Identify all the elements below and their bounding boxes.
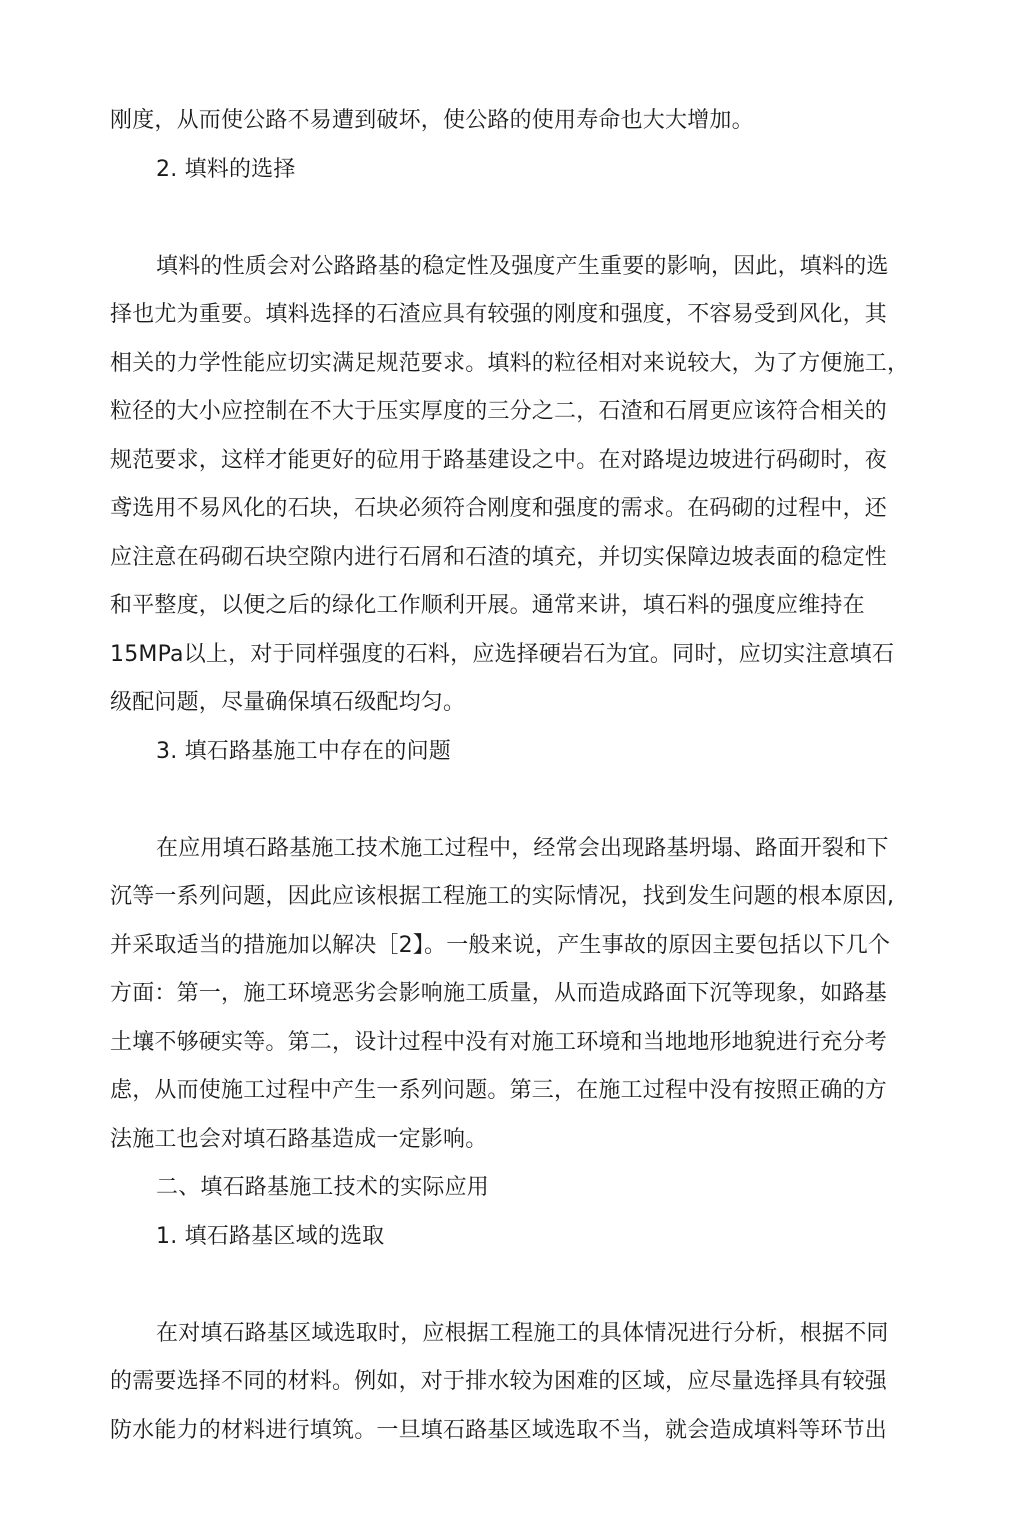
text-line: 规范要求，这样才能更好的砬用于路基建设之中。在对路堤边坡进行码砌时，夜 — [110, 447, 888, 473]
text-line: 并采取适当的措施加以解决［2】。一般来说，产生事故的原因主要包括以下几个 — [110, 932, 891, 958]
text-line: 粒径的大小应控制在不大于压实厚度的三分之二，石渣和石屑更应该符合相关的 — [110, 399, 888, 424]
text-line: 沉等一系列问题，因此应该根据工程施工的实际情况，找到发生问题的根本原因, — [110, 884, 895, 909]
text-line: 和平整度，以便之后的绿化工作顺利开展。通常来讲，填石料的强度应维持在 — [110, 593, 865, 618]
text-line: 虑，从而使施工过程中产生一系列问题。第三，在施工过程中没有按照正确的方 — [110, 1078, 888, 1103]
text-line: 2. 填料的选择 — [156, 156, 296, 182]
text-line: 应注意在码砌石块空隙内进行石屑和石渣的填充，并切实保障边坡表面的稳定性 — [110, 544, 888, 570]
text-line: 在对填石路基区域选取时，应根据工程施工的具体情况进行分析，根据不同 — [156, 1320, 889, 1346]
text-line: 鸢选用不易风化的石块，石块必须符合刚度和强度的需求。在码砌的过程中，还 — [110, 496, 888, 521]
blank-line — [110, 776, 900, 825]
text-line: 择也尤为重要。填料选择的石渣应具有较强的刚度和强度，不容易受到风化，其 — [110, 302, 888, 327]
text-line: 级配问题，尽量确保填石级配均匀。 — [110, 690, 466, 715]
text-line: 方面：第一，施工环境恶劣会影响施工质量，从而造成路面下沉等现象，如路基 — [110, 981, 888, 1006]
text-line: 在应用填石路基施工技术施工过程中，经常会出现路基坍塌、路面开裂和下 — [156, 835, 889, 861]
text-line: 1. 填石路基区域的选取 — [156, 1223, 385, 1249]
text-line: 防水能力的材料进行填筑。一旦填石路基区域选取不当，就会造成填料等环节出 — [110, 1417, 888, 1443]
text-line: 土壤不够硬实等。第二，设计过程中没有对施工环境和当地地形地貌进行充分考 — [110, 1029, 888, 1055]
text-line: 相关的力学性能应切实满足规范要求。填料的粒径相对来说较大，为了方便施工， — [110, 350, 910, 376]
document-page — [110, 97, 910, 1455]
text-line: 法施工也会对填石路基造成一定影响。 — [110, 1126, 488, 1152]
text-line: 二、填石路基施工技术的实际应用 — [156, 1175, 490, 1200]
text-line: 15MPa以上，对于同样强度的石料，应选择硬岩石为宜。同时，应切实注意填石 — [110, 641, 895, 667]
text-line: 刚度，从而使公路不易遭到破坏，使公路的使用寿命也大大增加。 — [110, 108, 754, 133]
text-line: 的需要选择不同的材料。例如，对于排水较为困难的区域，应尽量选择具有较强 — [110, 1369, 888, 1394]
text-line: 3. 填石路基施工中存在的问题 — [156, 738, 451, 764]
blank-line — [110, 194, 900, 243]
blank-line — [110, 1261, 900, 1310]
text-line: 填料的性质会对公路路基的稳定性及强度产生重要的影响，因此，填料的选 — [156, 253, 889, 279]
